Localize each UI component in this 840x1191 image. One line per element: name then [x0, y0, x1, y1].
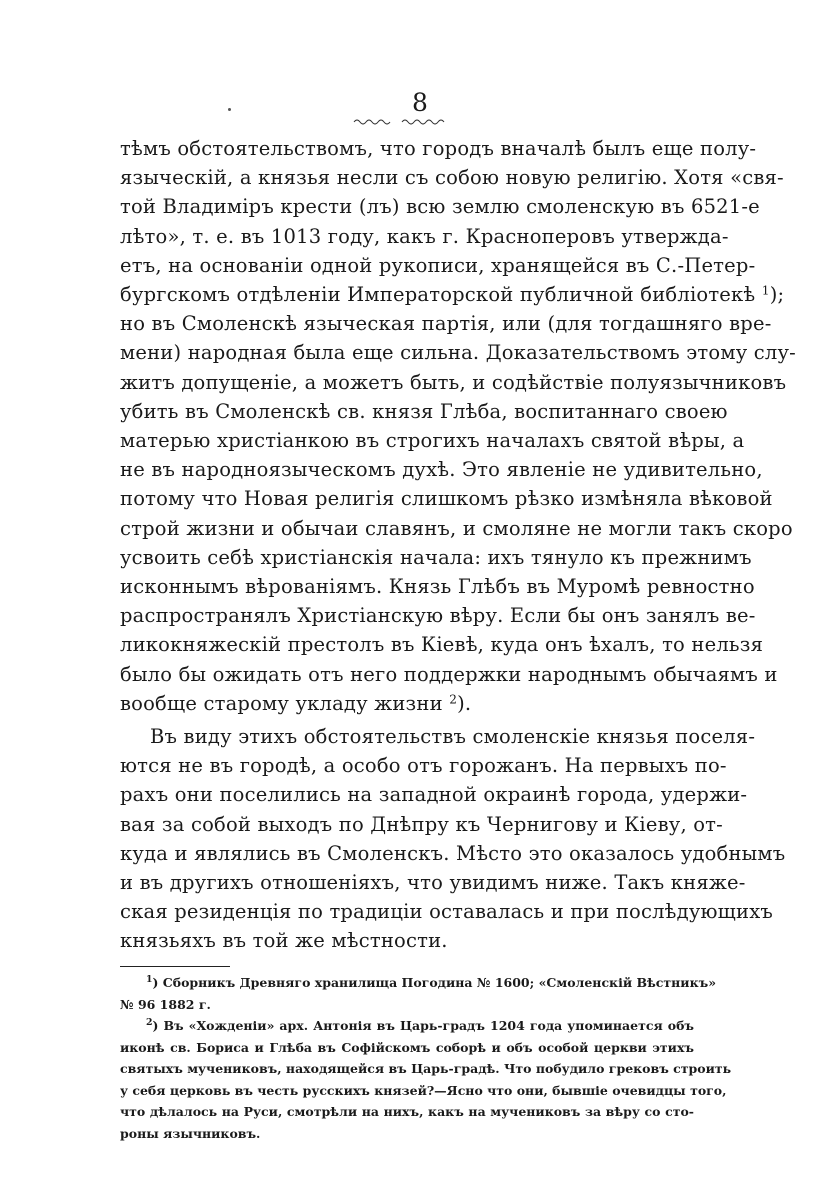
footnote-rule [120, 966, 230, 967]
text-line: было бы ожидать отъ него поддержки народнымъ обычаямъ и [120, 662, 778, 686]
footnote-number: 1 [146, 974, 153, 986]
text-line: ются не въ городѣ, а особо отъ горожанъ. На первыхъ по- [120, 754, 727, 778]
text-line: етъ, на основаніи одной рукописи, хранящейся въ С.-Петер- [120, 253, 756, 277]
text-line: и въ другихъ отношеніяхъ, что увидимъ ниже. Такъ княже- [120, 871, 746, 894]
text-line: Въ виду этихъ обстоятельствъ смоленскіе князья поселя- [150, 725, 756, 748]
text-line: бургскомъ отдѣленіи Императорской публичной библіотекѣ $^1$); [120, 283, 785, 306]
text-line: ликокняжескій престолъ въ Кіевѣ, куда онъ ѣхалъ, то нельзя [120, 633, 764, 657]
text-line: житъ допущеніе, а можетъ быть, и содѣйствіе полуязычниковъ [120, 370, 787, 394]
footnote-line: $^2$) Въ «Хожденіи» арх. Антонія въ Царь-градъ 1204 года упоминается объ [146, 1017, 694, 1034]
footnote-line: роны язычниковъ. [120, 1125, 261, 1141]
footnote-marker[interactable]: 2 [449, 692, 458, 707]
text-line: строй жизни и обычаи славянъ, и смоляне не могли такъ скоро [120, 516, 793, 540]
text-line: той Владиміръ крести (лъ) всю землю смоленскую въ 6521-е [120, 195, 760, 219]
text-line: но въ Смоленскѣ языческая партія, или (для тогдашняго вре- [120, 312, 772, 336]
stray-dot [228, 108, 231, 111]
footnote-line: иконѣ св. Бориса и Глѣба въ Софійскомъ соборѣ и объ особой церкви этихъ [120, 1039, 694, 1055]
text-line: распространялъ Христіанскую вѣру. Если бы онъ занялъ ве- [120, 604, 756, 628]
text-line: не въ народноязыческомъ духѣ. Это явленіе не удивительно, [120, 458, 763, 482]
text-line: тѣмъ обстоятельствомъ, что городъ вначалѣ былъ еще полу- [120, 137, 757, 160]
text-line: вая за собой выходъ по Днѣпру къ Чернигову и Кіеву, от- [120, 812, 723, 836]
text-line: куда и являлись въ Смоленскъ. Мѣсто это оказалось удобнымъ [120, 841, 786, 865]
text-line: матерью христіанкою въ строгихъ началахъ святой вѣры, а [120, 429, 745, 452]
text-line: исконнымъ вѣрованіямъ. Князь Глѣбъ въ Муромѣ ревностно [120, 575, 755, 598]
text-line: мени) народная была еще сильна. Доказательствомъ этому слу- [120, 341, 796, 365]
footnote-line: $^1$) Сборникъ Древняго хранилища Погодина № 1600; «Смоленскій Вѣстникъ» [146, 974, 717, 991]
text-line: вообще старому укладу жизни $^2$). [120, 691, 472, 715]
text-line: усвоить себѣ христіанскія начала: ихъ тянуло къ прежнимъ [120, 545, 752, 569]
page-number: 8 [412, 88, 428, 117]
text-line: ская резиденція по традиціи оставалась и при послѣдующихъ [120, 900, 774, 924]
text-line: языческій, а князья несли съ собою новую религію. Хотя «свя- [120, 166, 784, 190]
text-line: лѣто», т. е. въ 1013 году, какъ г. Краснoперовъ утвержда- [120, 224, 729, 248]
text-line: убить въ Смоленскѣ св. князя Глѣба, воспитаннаго своею [120, 399, 728, 423]
text-line: потому что Новая религія слишкомъ рѣзко измѣняла вѣковой [120, 487, 773, 511]
wavy-ornament [353, 118, 445, 126]
text-line: рахъ они поселились на западной окраинѣ города, удержи- [120, 783, 748, 807]
footnote-line: что дѣлалось на Руси, смотрѣли на нихъ, какъ на мучениковъ за вѣру со сто- [120, 1104, 694, 1120]
footnote-line: № 96 1882 г. [120, 996, 211, 1012]
footnote-line: у себя церковь въ честь русскихъ князей?—Ясно что они, бывшіе очевидцы того, [120, 1082, 727, 1098]
footnote-line: святыхъ мучениковъ, находящейся въ Царь-градѣ. Что побудило грековъ строить [120, 1061, 732, 1077]
footnote-marker[interactable]: 1 [761, 283, 770, 298]
text-line: князьяхъ въ той же мѣстности. [120, 929, 448, 953]
footnote-number: 2 [146, 1017, 153, 1029]
